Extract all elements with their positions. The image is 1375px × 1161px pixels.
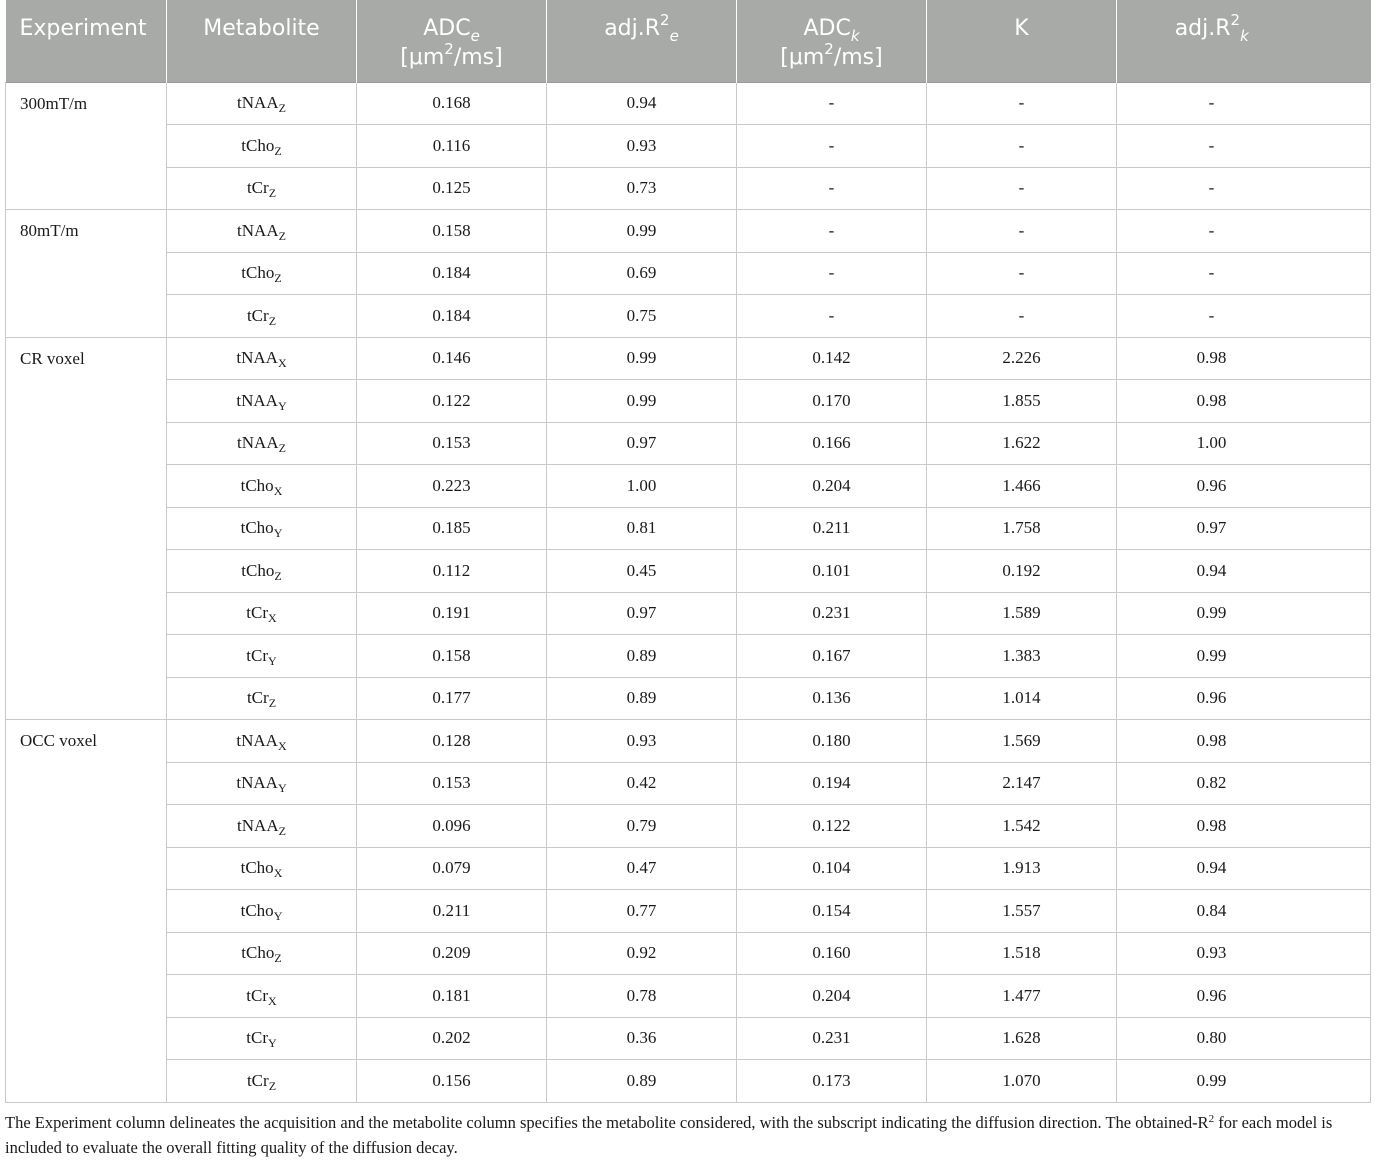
table-footnote: The Experiment column delineates the acquisition and the metabolite column specifies the metabolite considered, with the subscript indicating the diffusion direction. The obtained-$R^2$ for each model is included to evaluate the overall fitting quality of the diffusion decay. (5, 1113, 1333, 1157)
adce-cell: 0.202 (357, 1017, 547, 1060)
diffusion-direction: Z (268, 313, 277, 328)
table-row (6, 380, 1371, 423)
metabolite-name: tCho (241, 135, 275, 155)
adj-r2-k-cell: 0.96 (1117, 465, 1371, 508)
adj-r2-e-cell: 0.75 (547, 295, 737, 338)
metabolite-name: tNAA (237, 815, 279, 835)
adck-cell: 0.204 (737, 465, 927, 508)
adj-r2-k-cell: 0.80 (1117, 1017, 1371, 1060)
metabolite-cell (167, 720, 357, 763)
metabolite-cell (167, 507, 357, 550)
table-row (6, 167, 1371, 210)
metabolite-name: tCho (241, 560, 275, 580)
diffusion-direction: X (277, 356, 287, 371)
adck-cell: - (737, 125, 927, 168)
metabolite-name: tCr (246, 985, 269, 1005)
adck-cell: 0.231 (737, 1017, 927, 1060)
metabolite-name: tNAA (236, 390, 278, 410)
table-row (6, 550, 1371, 593)
adj-r2-k-cell: 0.98 (1117, 337, 1371, 380)
metabolite-cell (167, 592, 357, 635)
header-adj-r2-k: $adj.R^2_k$ (1117, 0, 1371, 82)
metabolite-name: tCho (240, 900, 274, 920)
adck-cell: - (737, 252, 927, 295)
header-adck: $ADC_k$ $[\mu m^2/ms]$ (737, 0, 927, 82)
adj-r2-e-cell: 0.42 (547, 762, 737, 805)
adj-r2-e-cell: 0.78 (547, 975, 737, 1018)
k-cell: 0.192 (927, 550, 1117, 593)
metabolite-cell (167, 932, 357, 975)
adck-cell: 0.166 (737, 422, 927, 465)
metabolite-cell (167, 635, 357, 678)
adce-cell: 0.153 (357, 422, 547, 465)
adj-r2-k-cell: 0.93 (1117, 932, 1371, 975)
k-cell: 1.383 (927, 635, 1117, 678)
diffusion-direction: X (273, 483, 283, 498)
adce-cell: 0.112 (357, 550, 547, 593)
adj-r2-k-cell: 0.99 (1117, 635, 1371, 678)
adj-r2-k-cell: 1.00 (1117, 422, 1371, 465)
adj-r2-k-cell: 0.96 (1117, 975, 1371, 1018)
adck-cell: 0.101 (737, 550, 927, 593)
table-row (6, 975, 1371, 1018)
table-row (6, 295, 1371, 338)
adck-cell: 0.180 (737, 720, 927, 763)
table-row (6, 210, 1371, 253)
diffusion-direction: Z (274, 568, 282, 583)
metabolite-cell (167, 677, 357, 720)
metabolite-cell (167, 82, 357, 125)
adce-cell: 0.153 (357, 762, 547, 805)
table-container (5, 0, 1370, 1103)
adce-cell: 0.079 (357, 847, 547, 890)
adj-r2-e-cell: 0.73 (547, 167, 737, 210)
experiment-cell: OCC voxel (6, 720, 167, 1103)
experiment-cell: 300mT/m (6, 82, 167, 210)
adck-cell: 0.231 (737, 592, 927, 635)
metabolite-name: tCr (246, 1028, 269, 1048)
adj-r2-e-cell: 0.81 (547, 507, 737, 550)
adj-r2-e-cell: 0.97 (547, 422, 737, 465)
k-cell: 1.855 (927, 380, 1117, 423)
adj-r2-e-cell: 0.94 (547, 82, 737, 125)
diffusion-direction: X (273, 866, 283, 881)
metabolite-name: tCho (240, 858, 274, 878)
adj-r2-e-cell: 1.00 (547, 465, 737, 508)
metabolite-name: tNAA (237, 433, 279, 453)
table-row (6, 507, 1371, 550)
table-row (6, 635, 1371, 678)
metabolite-name: tNAA (236, 348, 278, 368)
diffusion-direction: X (268, 611, 277, 626)
adce-cell: 0.191 (357, 592, 547, 635)
k-cell: 1.913 (927, 847, 1117, 890)
adj-r2-k-cell: - (1117, 167, 1371, 210)
k-cell: 1.628 (927, 1017, 1117, 1060)
adj-r2-k-cell: - (1117, 252, 1371, 295)
adj-r2-e-cell: 0.99 (547, 337, 737, 380)
table-row (6, 805, 1371, 848)
adj-r2-e-cell: 0.89 (547, 677, 737, 720)
table-row (6, 847, 1371, 890)
metabolite-cell (167, 847, 357, 890)
table-row (6, 592, 1371, 635)
table-row (6, 1017, 1371, 1060)
adj-r2-k-cell: 0.99 (1117, 1060, 1371, 1103)
k-cell: - (927, 82, 1117, 125)
metabolite-name: tNAA (237, 93, 279, 113)
metabolite-cell (167, 125, 357, 168)
adce-cell: 0.158 (357, 635, 547, 678)
table-row (6, 82, 1371, 125)
metabolite-name: tNAA (236, 730, 278, 750)
adj-r2-e-cell: 0.99 (547, 210, 737, 253)
adj-r2-k-cell: 0.96 (1117, 677, 1371, 720)
k-cell: 2.226 (927, 337, 1117, 380)
diffusion-direction: X (277, 738, 287, 753)
adj-r2-k-cell: 0.98 (1117, 380, 1371, 423)
metabolite-cell (167, 295, 357, 338)
adj-r2-k-cell: 0.99 (1117, 592, 1371, 635)
adj-r2-e-cell: 0.45 (547, 550, 737, 593)
header-adce: $ADC_e$ $[\mu m^2/ms]$ (357, 0, 547, 82)
diffusion-direction: Z (268, 186, 277, 201)
adce-cell: 0.116 (357, 125, 547, 168)
adce-cell: 0.184 (357, 252, 547, 295)
metabolite-name: tCr (246, 645, 269, 665)
experiment-cell: 80mT/m (6, 210, 167, 338)
adj-r2-k-cell: 0.84 (1117, 890, 1371, 933)
adce-cell: 0.156 (357, 1060, 547, 1103)
diffusion-direction: Z (278, 101, 286, 116)
metabolite-name: tNAA (236, 773, 278, 793)
adce-cell: 0.122 (357, 380, 547, 423)
diffusion-direction: Y (277, 398, 287, 413)
metabolite-cell (167, 975, 357, 1018)
metabolite-name: tCr (246, 1070, 269, 1090)
adj-r2-e-cell: 0.89 (547, 1060, 737, 1103)
adj-r2-k-cell: - (1117, 210, 1371, 253)
metabolite-name: tCho (241, 263, 275, 283)
diffusion-direction: Z (274, 951, 282, 966)
adj-r2-k-cell: - (1117, 295, 1371, 338)
adj-r2-e-cell: 0.36 (547, 1017, 737, 1060)
experiment-cell: CR voxel (6, 337, 167, 720)
adce-cell: 0.184 (357, 295, 547, 338)
adj-r2-e-cell: 0.92 (547, 932, 737, 975)
metabolite-cell (167, 167, 357, 210)
adce-cell: 0.096 (357, 805, 547, 848)
metabolite-cell (167, 465, 357, 508)
k-cell: 2.147 (927, 762, 1117, 805)
metabolite-name: tCr (246, 603, 269, 623)
diffusion-direction: Z (278, 228, 286, 243)
adce-cell: 0.209 (357, 932, 547, 975)
k-cell: 1.569 (927, 720, 1117, 763)
metabolite-cell (167, 890, 357, 933)
header-metabolite: Metabolite (167, 0, 357, 82)
k-cell: - (927, 167, 1117, 210)
adj-r2-e-cell: 0.69 (547, 252, 737, 295)
k-cell: 1.542 (927, 805, 1117, 848)
k-cell: 1.557 (927, 890, 1117, 933)
adck-cell: 0.104 (737, 847, 927, 890)
metabolite-name: tCho (240, 475, 274, 495)
adce-cell: 0.177 (357, 677, 547, 720)
k-cell: 1.589 (927, 592, 1117, 635)
diffusion-direction: Z (278, 441, 286, 456)
metabolite-name: tCr (246, 688, 269, 708)
adce-cell: 0.125 (357, 167, 547, 210)
adce-cell: 0.223 (357, 465, 547, 508)
adj-r2-e-cell: 0.99 (547, 380, 737, 423)
metabolite-cell (167, 805, 357, 848)
adj-r2-e-cell: 0.93 (547, 125, 737, 168)
diffusion-direction: Z (274, 143, 282, 158)
table-row (6, 932, 1371, 975)
adck-cell: 0.154 (737, 890, 927, 933)
table-row (6, 1060, 1371, 1103)
adck-cell: 0.142 (737, 337, 927, 380)
adck-cell: - (737, 210, 927, 253)
metabolite-name: tNAA (237, 220, 279, 240)
adce-cell: 0.128 (357, 720, 547, 763)
diffusion-direction: Y (277, 781, 287, 796)
k-cell: 1.622 (927, 422, 1117, 465)
adj-r2-k-cell: 0.94 (1117, 550, 1371, 593)
adj-r2-k-cell: - (1117, 125, 1371, 168)
adj-r2-k-cell: 0.98 (1117, 720, 1371, 763)
table-row (6, 337, 1371, 380)
metabolite-name: tCho (240, 518, 274, 538)
adck-cell: 0.173 (737, 1060, 927, 1103)
adck-cell: - (737, 295, 927, 338)
adj-r2-e-cell: 0.47 (547, 847, 737, 890)
adce-cell: 0.181 (357, 975, 547, 1018)
table-row (6, 465, 1371, 508)
adck-cell: 0.136 (737, 677, 927, 720)
metabolite-cell (167, 762, 357, 805)
diffusion-direction: Y (268, 1036, 277, 1051)
diffusion-direction: Z (268, 1078, 277, 1093)
k-cell: 1.758 (927, 507, 1117, 550)
adck-cell: 0.170 (737, 380, 927, 423)
table-row (6, 890, 1371, 933)
metabolite-cell (167, 380, 357, 423)
results-table (5, 0, 1371, 1103)
adj-r2-k-cell: 0.94 (1117, 847, 1371, 890)
metabolite-cell (167, 1017, 357, 1060)
adj-r2-e-cell: 0.79 (547, 805, 737, 848)
adck-cell: 0.211 (737, 507, 927, 550)
adck-cell: 0.204 (737, 975, 927, 1018)
metabolite-name: tCho (241, 943, 275, 963)
k-cell: - (927, 295, 1117, 338)
k-cell: - (927, 125, 1117, 168)
adj-r2-e-cell: 0.97 (547, 592, 737, 635)
diffusion-direction: Y (268, 653, 277, 668)
adck-cell: 0.194 (737, 762, 927, 805)
diffusion-direction: Z (278, 823, 286, 838)
metabolite-cell (167, 1060, 357, 1103)
diffusion-direction: Y (273, 908, 283, 923)
table-row (6, 252, 1371, 295)
k-cell: 1.518 (927, 932, 1117, 975)
adck-cell: - (737, 167, 927, 210)
metabolite-cell (167, 252, 357, 295)
diffusion-direction: Z (268, 696, 277, 711)
adj-r2-k-cell: 0.82 (1117, 762, 1371, 805)
table-row (6, 422, 1371, 465)
k-cell: - (927, 210, 1117, 253)
k-cell: - (927, 252, 1117, 295)
adj-r2-k-cell: - (1117, 82, 1371, 125)
table-row (6, 125, 1371, 168)
adj-r2-k-cell: 0.97 (1117, 507, 1371, 550)
adj-r2-e-cell: 0.77 (547, 890, 737, 933)
adck-cell: - (737, 82, 927, 125)
metabolite-name: tCr (246, 178, 269, 198)
diffusion-direction: Y (273, 526, 283, 541)
header-k: K (927, 0, 1117, 82)
adce-cell: 0.211 (357, 890, 547, 933)
metabolite-cell (167, 550, 357, 593)
table-row (6, 677, 1371, 720)
k-cell: 1.070 (927, 1060, 1117, 1103)
adck-cell: 0.122 (737, 805, 927, 848)
k-cell: 1.466 (927, 465, 1117, 508)
diffusion-direction: X (268, 993, 277, 1008)
metabolite-cell (167, 210, 357, 253)
table-body (6, 82, 1371, 1102)
adj-r2-k-cell: 0.98 (1117, 805, 1371, 848)
adce-cell: 0.158 (357, 210, 547, 253)
adj-r2-e-cell: 0.89 (547, 635, 737, 678)
k-cell: 1.477 (927, 975, 1117, 1018)
header-adj-r2-e: $adj.R^2_e$ (547, 0, 737, 82)
table-header (6, 0, 1371, 82)
adck-cell: 0.160 (737, 932, 927, 975)
adce-cell: 0.146 (357, 337, 547, 380)
table-row (6, 720, 1371, 763)
metabolite-cell (167, 422, 357, 465)
adce-cell: 0.185 (357, 507, 547, 550)
metabolite-name: tCr (246, 305, 269, 325)
metabolite-cell (167, 337, 357, 380)
table-row (6, 762, 1371, 805)
adck-cell: 0.167 (737, 635, 927, 678)
diffusion-direction: Z (274, 271, 282, 286)
adj-r2-e-cell: 0.93 (547, 720, 737, 763)
header-experiment: Experiment (6, 0, 167, 82)
adce-cell: 0.168 (357, 82, 547, 125)
k-cell: 1.014 (927, 677, 1117, 720)
